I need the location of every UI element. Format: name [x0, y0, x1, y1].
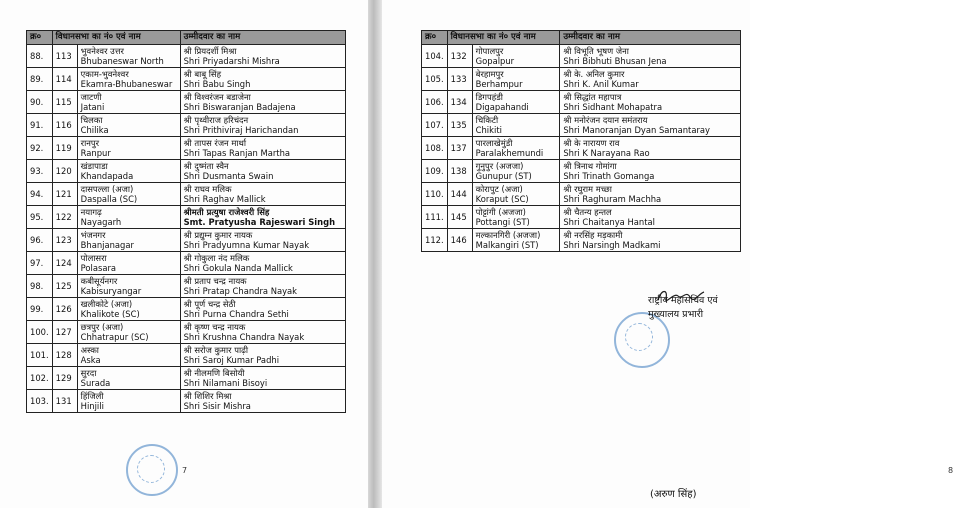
- candidate-cell: [180, 344, 345, 367]
- header-candidate: उम्मीदवार का नाम: [180, 31, 345, 45]
- signatory-title-line1: राष्ट्रीय महासचिव एवं: [648, 295, 718, 306]
- constituency-cell: [472, 137, 560, 160]
- candidate-name-hindi: श्री प्रद्युम्न कुमार नायक: [183, 230, 253, 240]
- constituency-cell: [472, 91, 560, 114]
- serial-number: 94.: [27, 183, 53, 206]
- candidate-cell: [180, 206, 345, 229]
- header-constituency: विधानसभा का नं० एवं नाम: [447, 31, 560, 45]
- table-row: [27, 183, 346, 206]
- constituency-name-hindi: चिलका: [80, 115, 103, 125]
- candidate-name-english: Shri Sidhant Mohapatra: [563, 102, 663, 112]
- constituency-name-hindi: दासपल्ला (अजा): [80, 184, 134, 194]
- candidate-name-hindi: श्री सिद्धांत महापात्र: [563, 92, 622, 102]
- candidate-name-english: Shri Sisir Mishra: [183, 401, 251, 411]
- left-page: [0, 0, 368, 508]
- candidate-name-english: Shri Saroj Kumar Padhi: [183, 355, 280, 365]
- table-row: [422, 45, 741, 68]
- page-number-right: 8: [948, 466, 953, 475]
- constituency-cell: [77, 91, 180, 114]
- constituency-name-hindi: नयागढ़: [80, 207, 102, 217]
- serial-number: 88.: [27, 45, 53, 68]
- serial-number: 101.: [27, 344, 53, 367]
- constituency-name-english: Surada: [80, 378, 111, 388]
- candidate-name-english: Shri Manoranjan Dyan Samantaray: [563, 125, 710, 135]
- candidate-cell: [560, 114, 741, 137]
- header-candidate: उम्मीदवार का नाम: [560, 31, 741, 45]
- serial-number: 95.: [27, 206, 53, 229]
- candidate-cell: [560, 206, 741, 229]
- constituency-name-hindi: छत्रपुर (अजा): [80, 322, 124, 332]
- candidate-cell: [560, 183, 741, 206]
- constituency-number: 131: [52, 390, 77, 413]
- constituency-name-english: Koraput (SC): [475, 194, 529, 204]
- constituency-cell: [77, 114, 180, 137]
- constituency-name-hindi: जाटणी: [80, 92, 102, 102]
- table-row: [27, 390, 346, 413]
- serial-number: 99.: [27, 298, 53, 321]
- candidate-name-english: Shri Babu Singh: [183, 79, 251, 89]
- candidate-name-english: Shri Narsingh Madkami: [563, 240, 661, 250]
- constituency-number: 122: [52, 206, 77, 229]
- serial-number: 111.: [422, 206, 448, 229]
- constituency-cell: [77, 367, 180, 390]
- constituency-number: 133: [447, 68, 472, 91]
- serial-number: 97.: [27, 252, 53, 275]
- constituency-number: 113: [52, 45, 77, 68]
- constituency-name-hindi: खंडापाडा: [80, 161, 108, 171]
- serial-number: 96.: [27, 229, 53, 252]
- page-number-left: 7: [182, 466, 188, 475]
- constituency-cell: [472, 206, 560, 229]
- table-row: [27, 252, 346, 275]
- candidate-name-english: Shri Krushna Chandra Nayak: [183, 332, 305, 342]
- constituency-name-hindi: अस्का: [80, 345, 99, 355]
- candidate-name-english: Shri Prithiviraj Harichandan: [183, 125, 299, 135]
- table-body-right: [422, 45, 741, 252]
- serial-number: 102.: [27, 367, 53, 390]
- signatory-name: (अरुण सिंह): [650, 489, 697, 500]
- table-row: [422, 114, 741, 137]
- candidate-name-hindi: श्रीमती प्रत्युषा राजेश्वरी सिंह: [183, 207, 270, 217]
- candidate-name-hindi: श्री पूर्ण चन्द्र सेठी: [183, 299, 236, 309]
- header-serial: क्र०: [27, 31, 53, 45]
- constituency-name-english: Khandapada: [80, 171, 134, 181]
- table-row: [422, 91, 741, 114]
- candidate-cell: [180, 160, 345, 183]
- constituency-name-english: Daspalla (SC): [80, 194, 138, 204]
- table-row: [27, 298, 346, 321]
- constituency-name-hindi: भुवनेश्वर उत्तर: [80, 46, 124, 56]
- table-row: [27, 229, 346, 252]
- candidate-name-hindi: श्री विश्वरंजन बडाजेना: [183, 92, 251, 102]
- constituency-name-english: Gopalpur: [475, 56, 515, 66]
- candidate-name-english: Shri Dusmanta Swain: [183, 171, 274, 181]
- constituency-cell: [77, 183, 180, 206]
- constituency-number: 129: [52, 367, 77, 390]
- constituency-cell: [472, 68, 560, 91]
- serial-number: 109.: [422, 160, 448, 183]
- constituency-cell: [77, 137, 180, 160]
- constituency-number: 144: [447, 183, 472, 206]
- candidate-name-hindi: श्री रघुराम मच्छा: [563, 184, 612, 194]
- candidate-cell: [180, 252, 345, 275]
- constituency-name-english: Polasara: [80, 263, 117, 273]
- candidate-cell: [180, 68, 345, 91]
- candidate-name-english: Shri Pradyumna Kumar Nayak: [183, 240, 310, 250]
- constituency-number: 121: [52, 183, 77, 206]
- constituency-name-english: Pottangi (ST): [475, 217, 530, 227]
- constituency-name-english: Malkangiri (ST): [475, 240, 539, 250]
- signatory-title-line2: मुख्यालय प्रभारी: [648, 309, 704, 320]
- constituency-number: 124: [52, 252, 77, 275]
- constituency-cell: [472, 114, 560, 137]
- table-row: [422, 229, 741, 252]
- constituency-cell: [77, 45, 180, 68]
- constituency-name-english: Nayagarh: [80, 217, 122, 227]
- candidate-name-hindi: श्री तापस रंजन मार्था: [183, 138, 247, 148]
- constituency-name-hindi: गुनुपुर (अजजा): [475, 161, 524, 171]
- constituency-name-english: Jatani: [80, 102, 105, 112]
- constituency-cell: [77, 206, 180, 229]
- constituency-name-english: Chikiti: [475, 125, 502, 135]
- constituency-number: 126: [52, 298, 77, 321]
- serial-number: 107.: [422, 114, 448, 137]
- constituency-name-hindi: कबीसूर्यनगर: [80, 276, 118, 286]
- serial-number: 98.: [27, 275, 53, 298]
- right-page: [382, 0, 953, 508]
- constituency-name-hindi: हिंजिली: [80, 391, 104, 401]
- candidate-name-hindi: श्री मनोरंजन दयान समंतराय: [563, 115, 648, 125]
- constituency-name-hindi: पोलासरा: [80, 253, 107, 263]
- serial-number: 93.: [27, 160, 53, 183]
- candidate-name-hindi: श्री नीलमणि बिसोयी: [183, 368, 245, 378]
- candidate-name-english: Smt. Pratyusha Rajeswari Singh: [183, 217, 336, 227]
- constituency-name-hindi: रानपुर: [80, 138, 100, 148]
- constituency-name-hindi: गोपालपुर: [475, 46, 504, 56]
- constituency-name-hindi: खलीकोटे (अजा): [80, 299, 133, 309]
- constituency-number: 114: [52, 68, 77, 91]
- table-row: [27, 68, 346, 91]
- serial-number: 92.: [27, 137, 53, 160]
- table-row: [422, 160, 741, 183]
- candidate-cell: [560, 229, 741, 252]
- candidate-name-hindi: श्री बाबू सिंह: [183, 69, 222, 79]
- book-gutter: [368, 0, 382, 508]
- constituency-name-hindi: पोट्टांगी (अजजा): [475, 207, 526, 217]
- serial-number: 103.: [27, 390, 53, 413]
- serial-number: 100.: [27, 321, 53, 344]
- serial-number: 110.: [422, 183, 448, 206]
- constituency-cell: [472, 45, 560, 68]
- candidate-name-hindi: श्री गोकुला नंद मलिक: [183, 253, 250, 263]
- table-header-row: [27, 31, 346, 45]
- constituency-number: 145: [447, 206, 472, 229]
- constituency-cell: [77, 344, 180, 367]
- constituency-name-hindi: पारलाखेमुंडी: [475, 138, 513, 148]
- candidate-cell: [560, 45, 741, 68]
- constituency-name-english: Paralakhemundi: [475, 148, 544, 158]
- table-row: [422, 137, 741, 160]
- candidate-name-hindi: श्री चैतन्य हन्तल: [563, 207, 612, 217]
- candidate-cell: [180, 275, 345, 298]
- candidate-table-right: [421, 30, 741, 252]
- table-row: [422, 183, 741, 206]
- table-row: [27, 321, 346, 344]
- serial-number: 90.: [27, 91, 53, 114]
- candidate-name-english: Shri Tapas Ranjan Martha: [183, 148, 291, 158]
- candidate-name-english: Shri Biswaranjan Badajena: [183, 102, 296, 112]
- constituency-name-english: Ekamra-Bhubaneswar: [80, 79, 173, 89]
- candidate-name-hindi: श्री प्रियदर्शी मिश्रा: [183, 46, 237, 56]
- candidate-cell: [180, 45, 345, 68]
- constituency-name-english: Chhatrapur (SC): [80, 332, 149, 342]
- constituency-cell: [472, 183, 560, 206]
- constituency-name-english: Kabisuryangar: [80, 286, 142, 296]
- table-row: [27, 91, 346, 114]
- candidate-name-hindi: श्री नरसिंह मड़कामी: [563, 230, 623, 240]
- candidate-cell: [560, 91, 741, 114]
- constituency-cell: [77, 321, 180, 344]
- candidate-cell: [180, 137, 345, 160]
- candidate-name-hindi: श्री सरोज कुमार पाढ़ी: [183, 345, 249, 355]
- candidate-name-english: Shri Pratap Chandra Nayak: [183, 286, 298, 296]
- candidate-name-english: Shri Raghuram Machha: [563, 194, 662, 204]
- constituency-number: 116: [52, 114, 77, 137]
- header-constituency: विधानसभा का नं० एवं नाम: [52, 31, 180, 45]
- candidate-name-hindi: श्री शिशिर मिश्रा: [183, 391, 232, 401]
- table-row: [27, 137, 346, 160]
- serial-number: 104.: [422, 45, 448, 68]
- constituency-name-english: Berhampur: [475, 79, 523, 89]
- candidate-cell: [560, 68, 741, 91]
- candidate-name-hindi: श्री के नारायण राव: [563, 138, 620, 148]
- candidate-cell: [180, 390, 345, 413]
- candidate-name-hindi: श्री दुष्मंता स्वैन: [183, 161, 229, 171]
- constituency-cell: [77, 68, 180, 91]
- candidate-name-english: Shri Nilamani Bisoyi: [183, 378, 268, 388]
- constituency-name-english: Aska: [80, 355, 101, 365]
- constituency-number: 127: [52, 321, 77, 344]
- constituency-number: 125: [52, 275, 77, 298]
- constituency-name-english: Hinjili: [80, 401, 104, 411]
- candidate-name-english: Shri Bibhuti Bhusan Jena: [563, 56, 667, 66]
- table-row: [27, 275, 346, 298]
- constituency-number: 120: [52, 160, 77, 183]
- constituency-cell: [472, 160, 560, 183]
- constituency-number: 128: [52, 344, 77, 367]
- constituency-cell: [77, 252, 180, 275]
- constituency-cell: [77, 275, 180, 298]
- table-row: [422, 206, 741, 229]
- constituency-number: 138: [447, 160, 472, 183]
- constituency-number: 119: [52, 137, 77, 160]
- constituency-name-hindi: चिकिटी: [475, 115, 499, 125]
- constituency-name-english: Khalikote (SC): [80, 309, 140, 319]
- candidate-cell: [180, 114, 345, 137]
- candidate-name-english: Shri Priyadarshi Mishra: [183, 56, 280, 66]
- candidate-table-left: [26, 30, 346, 413]
- table-row: [27, 367, 346, 390]
- candidate-cell: [180, 298, 345, 321]
- table-body-left: [27, 45, 346, 413]
- constituency-number: 135: [447, 114, 472, 137]
- table-row: [27, 344, 346, 367]
- header-serial: क्र०: [422, 31, 448, 45]
- candidate-name-hindi: श्री के. अनिल कुमार: [563, 69, 625, 79]
- constituency-number: 132: [447, 45, 472, 68]
- constituency-number: 134: [447, 91, 472, 114]
- constituency-cell: [77, 229, 180, 252]
- constituency-name-english: Bhubaneswar North: [80, 56, 164, 66]
- serial-number: 106.: [422, 91, 448, 114]
- candidate-name-english: Shri K. Anil Kumar: [563, 79, 639, 89]
- candidate-name-english: Shri Trinath Gomanga: [563, 171, 655, 181]
- constituency-name-hindi: सुरदा: [80, 368, 97, 378]
- candidate-name-english: Shri K Narayana Rao: [563, 148, 650, 158]
- candidate-name-hindi: श्री त्रिनाथ गोमांगा: [563, 161, 617, 171]
- candidate-name-english: Shri Gokula Nanda Mallick: [183, 263, 293, 273]
- candidate-cell: [180, 183, 345, 206]
- constituency-name-hindi: बेरहामपुर: [475, 69, 504, 79]
- candidate-name-hindi: श्री प्रताप चन्द्र नायक: [183, 276, 247, 286]
- candidate-name-hindi: श्री पृथ्वीराज हरिचंदन: [183, 115, 249, 125]
- candidate-name-english: Shri Chaitanya Hantal: [563, 217, 655, 227]
- constituency-number: 146: [447, 229, 472, 252]
- candidate-cell: [180, 91, 345, 114]
- table-row: [27, 45, 346, 68]
- party-seal-stamp: [126, 444, 178, 496]
- candidate-name-hindi: श्री कृष्ण चन्द्र नायक: [183, 322, 246, 332]
- constituency-name-english: Digapahandi: [475, 102, 529, 112]
- constituency-name-english: Bhanjanagar: [80, 240, 134, 250]
- constituency-name-hindi: डिगपहंडी: [475, 92, 503, 102]
- table-row: [27, 206, 346, 229]
- serial-number: 89.: [27, 68, 53, 91]
- constituency-cell: [77, 160, 180, 183]
- constituency-cell: [472, 229, 560, 252]
- constituency-name-english: Gunupur (ST): [475, 171, 532, 181]
- constituency-cell: [77, 390, 180, 413]
- constituency-name-hindi: भंजनगर: [80, 230, 106, 240]
- serial-number: 105.: [422, 68, 448, 91]
- constituency-number: 115: [52, 91, 77, 114]
- constituency-name-hindi: कोरापुट (अजा): [475, 184, 523, 194]
- candidate-name-hindi: श्री राघव मलिक: [183, 184, 232, 194]
- candidate-name-hindi: श्री विभूति भूषण जेना: [563, 46, 629, 56]
- candidate-cell: [560, 137, 741, 160]
- table-row: [27, 160, 346, 183]
- candidate-name-english: Shri Purna Chandra Sethi: [183, 309, 289, 319]
- table-header-row: [422, 31, 741, 45]
- constituency-number: 137: [447, 137, 472, 160]
- candidate-cell: [180, 321, 345, 344]
- serial-number: 108.: [422, 137, 448, 160]
- signatory-block: [648, 294, 718, 322]
- candidate-cell: [180, 229, 345, 252]
- candidate-cell: [560, 160, 741, 183]
- constituency-cell: [77, 298, 180, 321]
- table-row: [422, 68, 741, 91]
- candidate-name-english: Shri Raghav Mallick: [183, 194, 266, 204]
- serial-number: 91.: [27, 114, 53, 137]
- constituency-name-hindi: एकाम-भुवनेश्वर: [80, 69, 129, 79]
- constituency-number: 123: [52, 229, 77, 252]
- serial-number: 112.: [422, 229, 448, 252]
- table-row: [27, 114, 346, 137]
- constituency-name-hindi: मल्कानगिरी (अजजा): [475, 230, 541, 240]
- constituency-name-english: Ranpur: [80, 148, 111, 158]
- candidate-cell: [180, 367, 345, 390]
- constituency-name-english: Chilika: [80, 125, 109, 135]
